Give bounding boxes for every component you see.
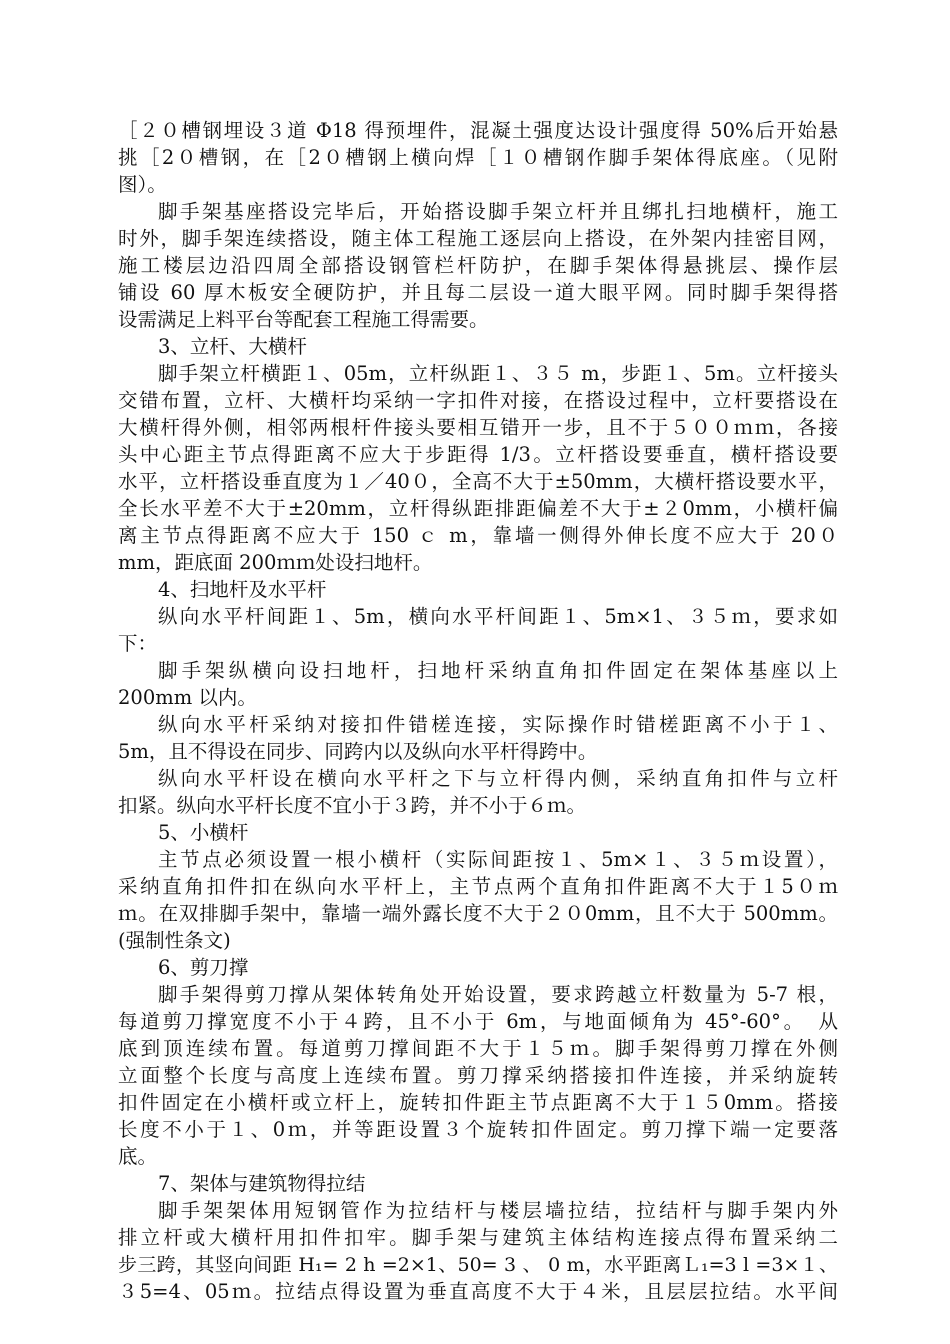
text-line-17: mm，距底面 200ｍｍ处设扫地杆。 [118, 551, 433, 574]
text-line-6: 施工楼层边沿四周全部搭设钢管栏杆防护，在脚手架体得悬挑层、操作层 [118, 254, 838, 277]
text-line-34: 每道剪刀撑宽度不小于４跨，且不小于 6m，与地面倾角为 45°-60°。 从 [118, 1010, 838, 1033]
section-heading-3: 3、立杆、大横杆 [158, 335, 307, 358]
text-line-36: 立面整个长度与高度上连续布置。剪刀撑采纳搭接扣件连接，并采纳旋转 [118, 1064, 838, 1087]
text-line-8: 设需满足上料平台等配套工程施工得需要。 [118, 308, 489, 331]
text-line-31: (强制性条文) [118, 929, 231, 952]
section-heading-5: 5、小横杆 [158, 821, 249, 844]
text-line-37: 扣件固定在小横杆或立杆上，旋转扣件距主节点距离不大于１５0mm。搭接 [118, 1091, 838, 1114]
text-line-3: 图）。 [118, 173, 167, 196]
section-heading-4: 4、扫地杆及水平杆 [158, 578, 327, 601]
text-line-19: 纵向水平杆间距１、5m，横向水平杆间距１、5m×1、３５ｍ，要求如 [158, 605, 838, 628]
text-line-21: 脚手架纵横向设扫地杆，扫地杆采纳直角扣件固定在架体基座以上 [158, 659, 838, 682]
text-line-42: 排立杆或大横杆用扣件扣牢。脚手架与建筑主体结构连接点得布置采纳二 [118, 1226, 838, 1249]
text-line-20: 下： [118, 632, 158, 655]
text-line-26: 扣紧。纵向水平杆长度不宜小于３跨，并不小于６ｍ。 [118, 794, 587, 817]
section-heading-7: 7、架体与建筑物得拉结 [158, 1172, 366, 1195]
text-line-1: ［２０槽钢埋设３道 Φ18 得预埋件，混凝土强度达设计强度得 50%后开始悬 [118, 119, 838, 142]
text-line-14: 水平，立杆搭设垂直度为１／40０，全高不大于±50mm，大横杆搭设要水平， [118, 470, 838, 493]
text-line-41: 脚手架架体用短钢管作为拉结杆与楼层墙拉结，拉结杆与脚手架内外 [158, 1199, 838, 1222]
text-line-38: 长度不小于１、0ｍ，并等距设置３个旋转扣件固定。剪刀撑下端一定要落 [118, 1118, 838, 1141]
text-line-22: 200mm 以内。 [118, 686, 257, 709]
text-line-13: 头中心距主节点得距离不应大于步距得 1/3。立杆搭设要垂直，横杆搭设要 [118, 443, 838, 466]
text-line-4: 脚手架基座搭设完毕后，开始搭设脚手架立杆并且绑扎扫地横杆，施工 [158, 200, 838, 223]
text-line-35: 底到顶连续布置。每道剪刀撑间距不大于１５ｍ。脚手架得剪刀撑在外侧 [118, 1037, 838, 1060]
text-line-2: 挑［2０槽钢，在［2０槽钢上横向焊［１０槽钢作脚手架体得底座。（见附 [118, 146, 838, 169]
text-line-12: 大横杆得外侧，相邻两根杆件接头要相互错开一步，且不于５００ｍｍ，各接 [118, 416, 838, 439]
text-line-29: 采纳直角扣件扣在纵向水平杆上，主节点两个直角扣件距离不大于１5０ｍ [118, 875, 838, 898]
text-line-16: 离主节点得距离不应大于 150 ｃ m，靠墙一侧得外伸长度不应大于 20０ [118, 524, 838, 547]
text-line-30: ｍ。在双排脚手架中，靠墙一端外露长度不大于２０0mm，且不大于 500mm。 [118, 902, 838, 925]
section-heading-6: 6、剪刀撑 [158, 956, 249, 979]
text-line-28: 主节点必须设置一根小横杆（实际间距按１、5m×１、３５ｍ设置）， [158, 848, 838, 871]
text-line-5: 时外，脚手架连续搭设，随主体工程施工逐层向上搭设，在外架内挂密目网， [118, 227, 838, 250]
text-line-23: 纵向水平杆采纳对接扣件错槎连接，实际操作时错槎距离不小于１、 [158, 713, 838, 736]
text-line-39: 底。 [118, 1145, 158, 1168]
text-line-10: 脚手架立杆横距１、05m，立杆纵距１、３５ m，步距１、5m。立杆接头 [158, 362, 838, 385]
text-line-33: 脚手架得剪刀撑从架体转角处开始设置，要求跨越立杆数量为 5-7 根， [158, 983, 838, 1006]
text-line-25: 纵向水平杆设在横向水平杆之下与立杆得内侧，采纳直角扣件与立杆 [158, 767, 838, 790]
text-line-43: 步三跨，其竖向间距 H₁= 2 h =2×1、50= 3 、 0 m，水平距离Ｌ₁=3 l =3×１、 [118, 1254, 838, 1276]
text-line-11: 交错布置，立杆、大横杆均采纳一字扣件对接，在搭设过程中，立杆要搭设在 [118, 389, 838, 412]
text-line-7: 铺设 60 厚木板安全硬防护，并且每二层设一道大眼平网。同时脚手架得搭 [118, 281, 838, 304]
text-line-15: 全长水平差不大于±20mm，立杆得纵距排距偏差不大于±２0mm，小横杆偏 [118, 497, 838, 520]
text-line-44: ３5=4、05ｍ。拉结点得设置为垂直高度不大于４米，且层层拉结。水平间 [118, 1280, 838, 1303]
text-line-24: 5m，且不得设在同步、同跨内以及纵向水平杆得跨中。 [118, 740, 598, 763]
